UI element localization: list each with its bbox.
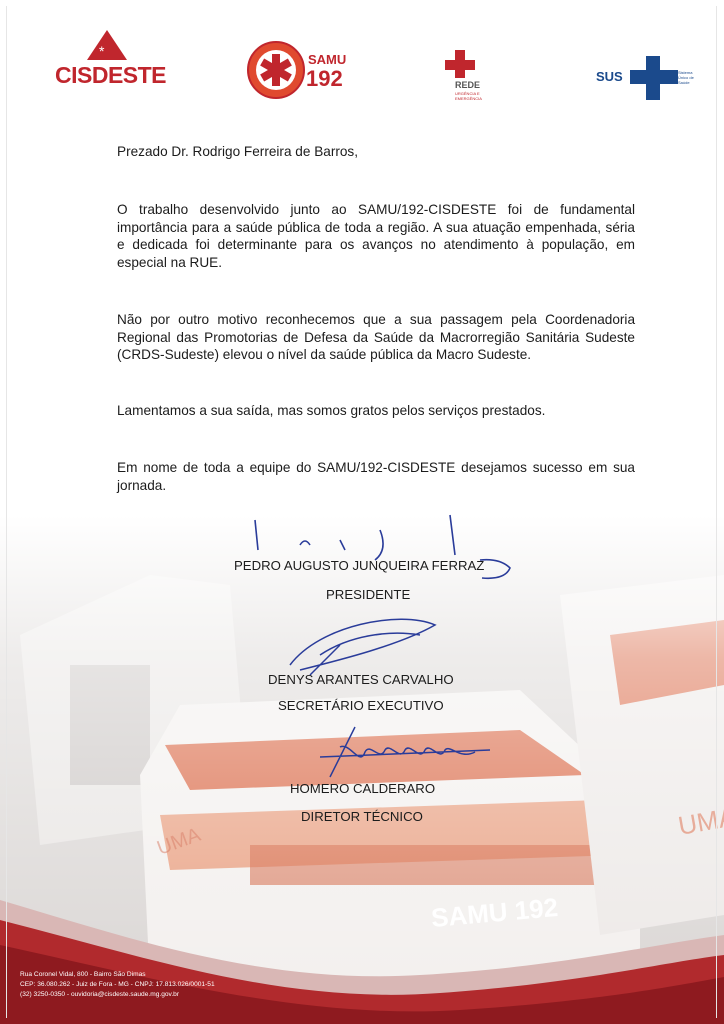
paragraph-1: O trabalho desenvolvido junto ao SAMU/192-CISDESTE foi de fundamental importância para a saúde pública de toda a região. A sua atuação empenhada, séria e dedicada foi determinante para os avanços no atendimento à população, em especial na RUE. xyxy=(117,202,635,270)
footer-contact: (32) 3250-0350 - ouvidoria@cisdeste.saude.mg.gov.br xyxy=(20,991,180,998)
cisdeste-logo xyxy=(55,28,170,92)
svg-text:*: * xyxy=(99,43,105,59)
rede-logo-subtitle: URGÊNCIA E EMERGÊNCIA xyxy=(455,91,482,101)
signatory-1-role: PRESIDENTE xyxy=(326,587,411,602)
samu-logo-number: 192 xyxy=(306,66,343,91)
footer-cep-cnpj: CEP: 36.080.262 - Juiz de Fora - MG - CNPJ: 17.813.026/0001-51 xyxy=(20,981,215,988)
sus-logo xyxy=(596,56,696,106)
sus-logo-small-text: Sistema Único de Saúde xyxy=(678,70,694,85)
sus-cross-icon xyxy=(630,56,678,100)
signatory-3-role: DIRETOR TÉCNICO xyxy=(301,809,423,824)
paragraph-3: Lamentamos a sua saída, mas somos gratos pelos serviços prestados. xyxy=(117,403,546,418)
rede-cross-icon xyxy=(445,50,485,80)
signatory-1-name: PEDRO AUGUSTO JUNQUEIRA FERRAZ xyxy=(234,558,485,573)
paragraph-2: Não por outro motivo reconhecemos que a sua passagem pela Coordenadoria Regional das Promotorias de Defesa da Saúde da Macrorregião Sanitária Sudeste (CRDS-Sudeste) elevou o nível da saúde pública da Macro Sudeste. xyxy=(117,312,635,363)
samu-star-of-life-icon xyxy=(246,40,306,100)
signatory-3-name: HOMERO CALDERARO xyxy=(290,781,436,796)
footer-address-block xyxy=(20,970,215,1000)
sus-logo-word: SUS xyxy=(596,69,623,84)
signature-president xyxy=(240,510,530,590)
samu-logo-word: SAMU xyxy=(308,52,347,67)
salutation: Prezado Dr. Rodrigo Ferreira de Barros, xyxy=(117,144,359,159)
cisdeste-logo-text: CISDESTE xyxy=(55,62,167,88)
rede-logo-word: REDE xyxy=(455,80,481,90)
footer-address: Rua Coronel Vidal, 800 - Bairro São Dimas xyxy=(20,971,146,978)
paragraph-4: Em nome de toda a equipe do SAMU/192-CISDESTE desejamos sucesso em sua jornada. xyxy=(117,460,635,493)
rede-logo xyxy=(440,50,500,106)
signatory-2-name: DENYS ARANTES CARVALHO xyxy=(268,672,454,687)
samu-logo xyxy=(246,40,358,102)
signatory-2-role: SECRETÁRIO EXECUTIVO xyxy=(278,698,444,713)
